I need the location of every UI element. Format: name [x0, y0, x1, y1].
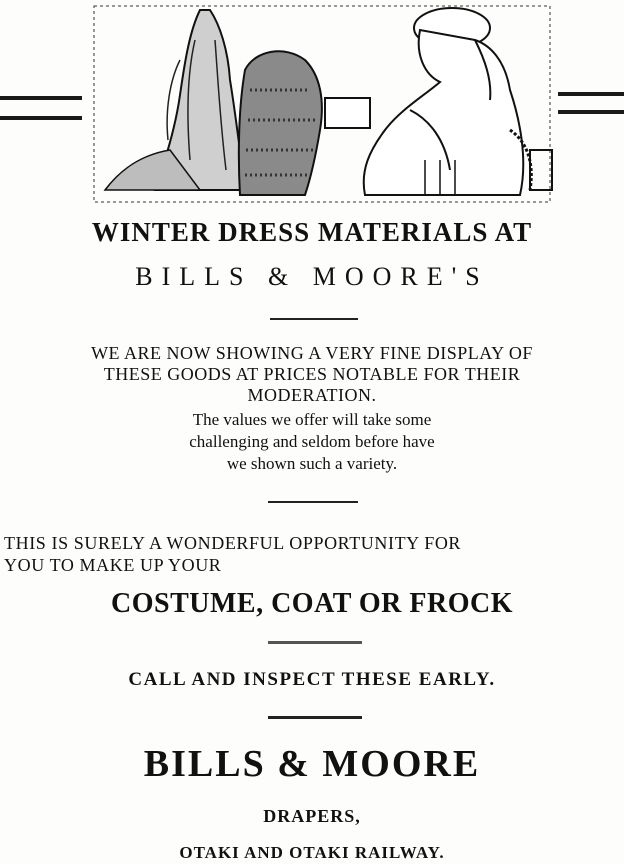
divider [268, 716, 362, 719]
headline-line-2: BILLS & MOORE'S [135, 262, 489, 291]
decorative-rule-left [0, 116, 82, 120]
intro-body-line-1: The values we offer will take some [192, 410, 432, 429]
opportunity-line-1: THIS IS SURELY A WONDERFUL OPPORTUNITY FOR [4, 533, 462, 553]
firm-name: BILLS & MOORE [143, 743, 481, 785]
location-label: OTAKI AND OTAKI RAILWAY. [179, 843, 445, 862]
intro-body-line-2: challenging and seldom before have [189, 432, 435, 451]
trade-label: DRAPERS, [263, 806, 361, 826]
divider [270, 318, 358, 320]
divider [268, 501, 358, 503]
feature-garments: COSTUME, COAT OR FROCK [111, 588, 513, 619]
decorative-rule-left [0, 96, 82, 100]
intro-body-line-3: we shown such a variety. [226, 454, 398, 473]
intro-caps-line-2: THESE GOODS AT PRICES NOTABLE FOR THEIR [103, 364, 521, 384]
decorative-rule-right [558, 92, 624, 96]
call-to-action: CALL AND INSPECT THESE EARLY. [128, 669, 496, 690]
opportunity-line-2: YOU TO MAKE UP YOUR [4, 555, 222, 575]
headline-line-1: WINTER DRESS MATERIALS AT [91, 217, 533, 247]
decorative-rule-right [558, 110, 624, 114]
winter-dress-ladies-illustration-icon [80, 0, 560, 208]
intro-caps-line-1: WE ARE NOW SHOWING A VERY FINE DISPLAY OF [91, 343, 533, 363]
divider [268, 641, 362, 644]
intro-caps-line-3: MODERATION. [247, 385, 377, 405]
